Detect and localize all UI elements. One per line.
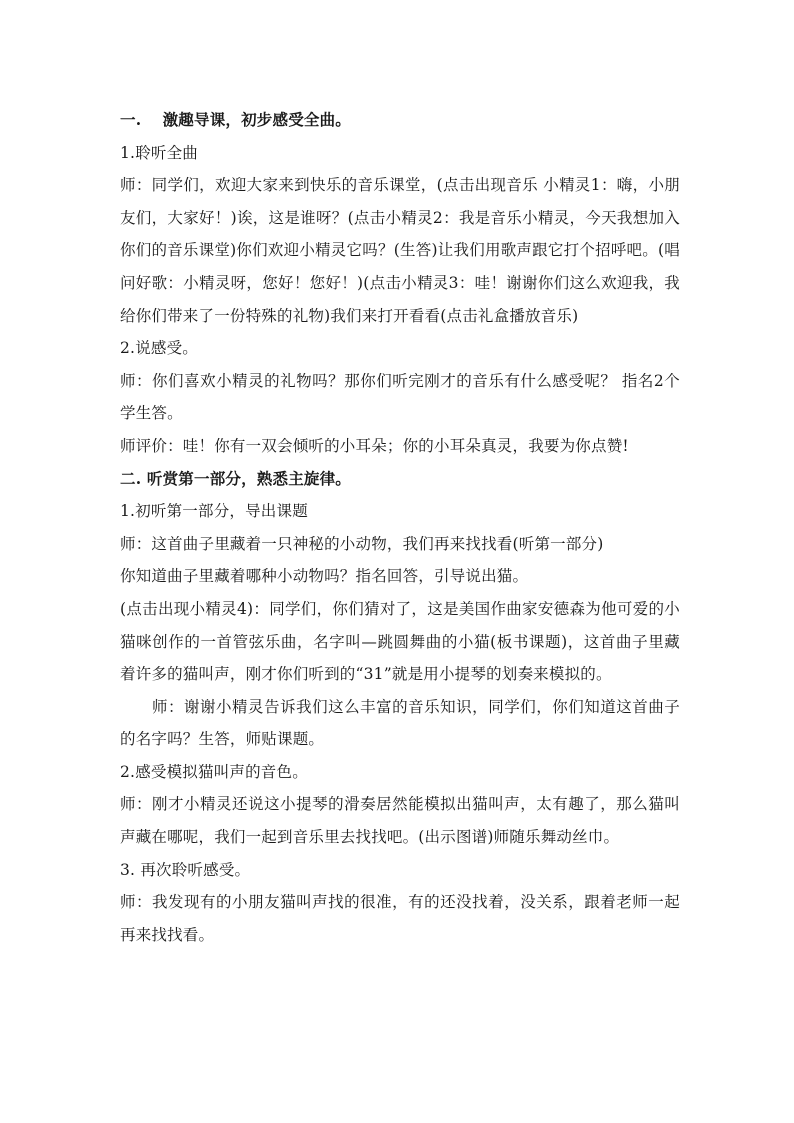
subheading-listen-full-piece: 1.聆听全曲: [120, 143, 198, 162]
paragraph-teacher-evaluation: 师评价：哇！你有一双会倾听的小耳朵；你的小耳朵真灵，我要为你点赞!: [120, 436, 629, 455]
subheading-listen-again: 3. 再次聆听感受。: [120, 860, 251, 879]
subheading-first-listen: 1.初听第一部分，导出课题: [120, 502, 308, 521]
paragraph-find-again: 师：我发现有的小朋友猫叫声找的很准，有的还没找着，没关系，跟着老师一起再来找找看。: [120, 893, 680, 944]
paragraph-teacher-question: 师：你们喜欢小精灵的礼物吗？那你们听完刚才的音乐有什么感受呢？ 指名2个学生答。: [120, 371, 680, 423]
paragraph-guess-animal: 你知道曲子里藏着哪种小动物吗？指名回答，引导说出猫。: [120, 567, 529, 586]
paragraph-composer-info: (点击出现小精灵4)：同学们，你们猜对了，这是美国作曲家安德森为他可爱的小猫咪创作的一首管弦乐曲，名字叫—跳圆舞曲的小猫(板书课题)，这首曲子里藏着许多的猫叫声，刚才你们听到的“31”就是用小提琴的划奏来模拟的。: [120, 599, 680, 684]
subheading-share-feelings: 2.说感受。: [120, 339, 198, 358]
paragraph-thanks-sprite: 师：谢谢小精灵告诉我们这么丰富的音乐知识，同学们，你们知道这首曲子的名字吗？生答，师贴课题。: [120, 697, 680, 749]
paragraph-teacher-intro: 师：同学们，欢迎大家来到快乐的音乐课堂，(点击出现音乐 小精灵1：嗨，小朋友们，大家好！)诶，这是谁呀？(点击小精灵2：我是音乐小精灵，今天我想加入你们的音乐课堂)你们欢迎小精灵它吗？(生答)让我们用歌声跟它打个招呼吧。(唱问好歌：小精灵呀，您好！您好！)(点击小精灵3：哇！谢谢你们这么欢迎我，我给你们带来了一份特殊的礼物)我们来打开看看(点击礼盒播放音乐): [120, 176, 680, 325]
subheading-cat-timbre: 2.感受模拟猫叫声的音色。: [120, 762, 308, 781]
paragraph-hidden-animal: 师：这首曲子里藏着一只神秘的小动物，我们再来找找看(听第一部分): [120, 534, 604, 553]
document-body: [120, 104, 680, 951]
paragraph-find-cat-sounds: 师：刚才小精灵还说这小提琴的滑奏居然能模拟出猫叫声，太有趣了，那么猫叫声藏在哪呢，我们一起到音乐里去找找吧。(出示图谱)师随乐舞动丝巾。: [120, 795, 680, 847]
section-heading-2: 二. 听赏第一部分，熟悉主旋律。: [120, 468, 351, 488]
section-heading-1: 一. 激趣导课，初步感受全曲。: [120, 110, 351, 129]
